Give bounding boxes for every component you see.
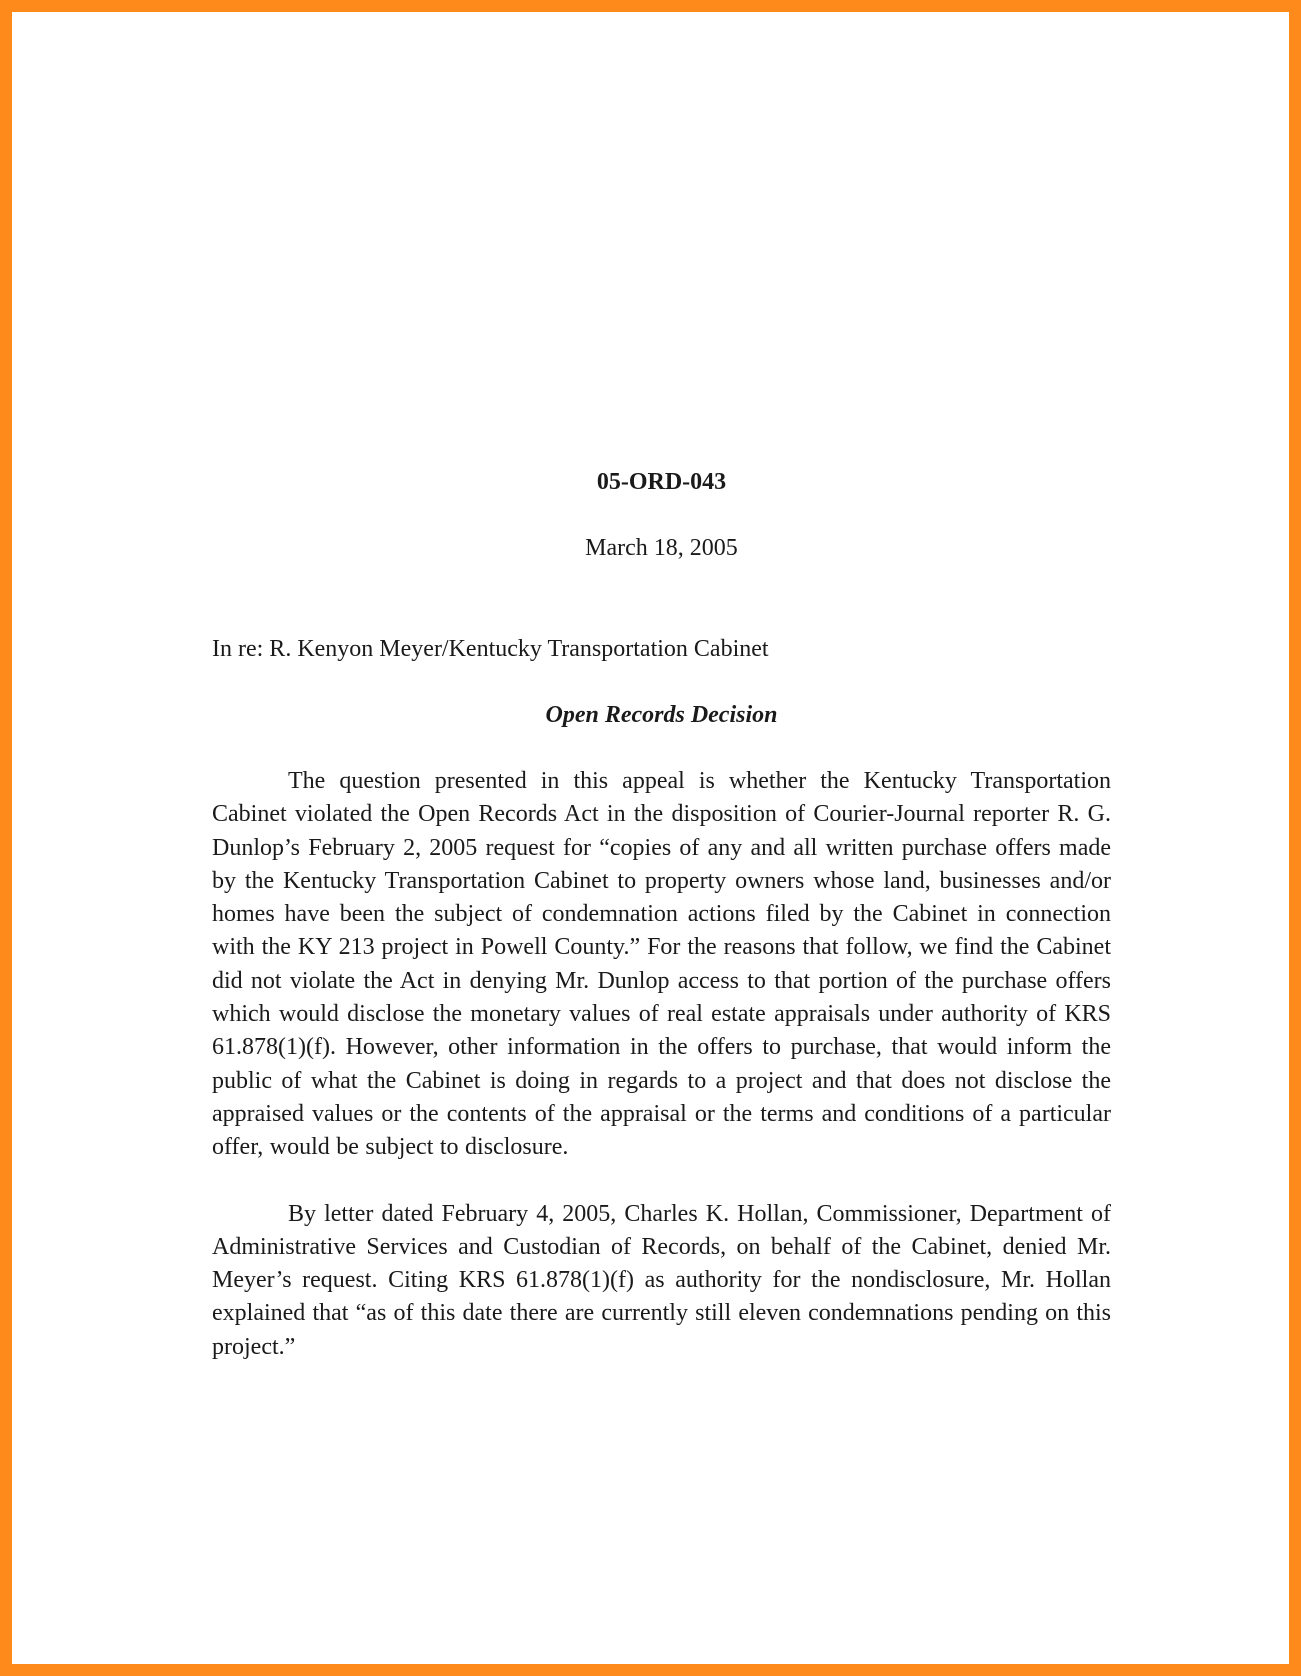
document-body: [212, 466, 1111, 1364]
decision-title: Open Records Decision: [545, 702, 778, 728]
in-re-line: In re: R. Kenyon Meyer/Kentucky Transportation Cabinet: [212, 636, 769, 662]
decision-date: March 18, 2005: [585, 535, 738, 561]
case-number: 05-ORD-043: [596, 469, 727, 495]
paragraph: By letter dated February 4, 2005, Charles K. Hollan, Commissioner, Department of Administrative Services and Custodian of Records, on behalf of the Cabinet, denied Mr. Meyer’s request. Citing KRS 61.878(1)(f) as authority for the nondisclosure, Mr. Hollan explained that “as of this date there are currently still eleven condemnations pending on this project.”: [212, 1200, 1111, 1360]
paragraph: The question presented in this appeal is whether the Kentucky Transportation Cabinet violated the Open Records Act in the disposition of Courier-Journal reporter R. G. Dunlop’s February 2, 2005 request for “copies of any and all written purchase offers made by the Kentucky Transportation Cabinet to property owners whose land, businesses and/or homes have been the subject of condemnation actions filed by the Cabinet in connection with the KY 213 project in Powell County.” For the reasons that follow, we find the Cabinet did not violate the Act in denying Mr. Dunlop access to that portion of the purchase offers which would disclose the monetary values of real estate appraisals under authority of KRS 61.878(1)(f). However, other information in the offers to purchase, that would inform the public of what the Cabinet is doing in regards to a project and that does not disclose the appraised values or the contents of the appraisal or the terms and conditions of a particular offer, would be subject to disclosure.: [212, 768, 1111, 1161]
